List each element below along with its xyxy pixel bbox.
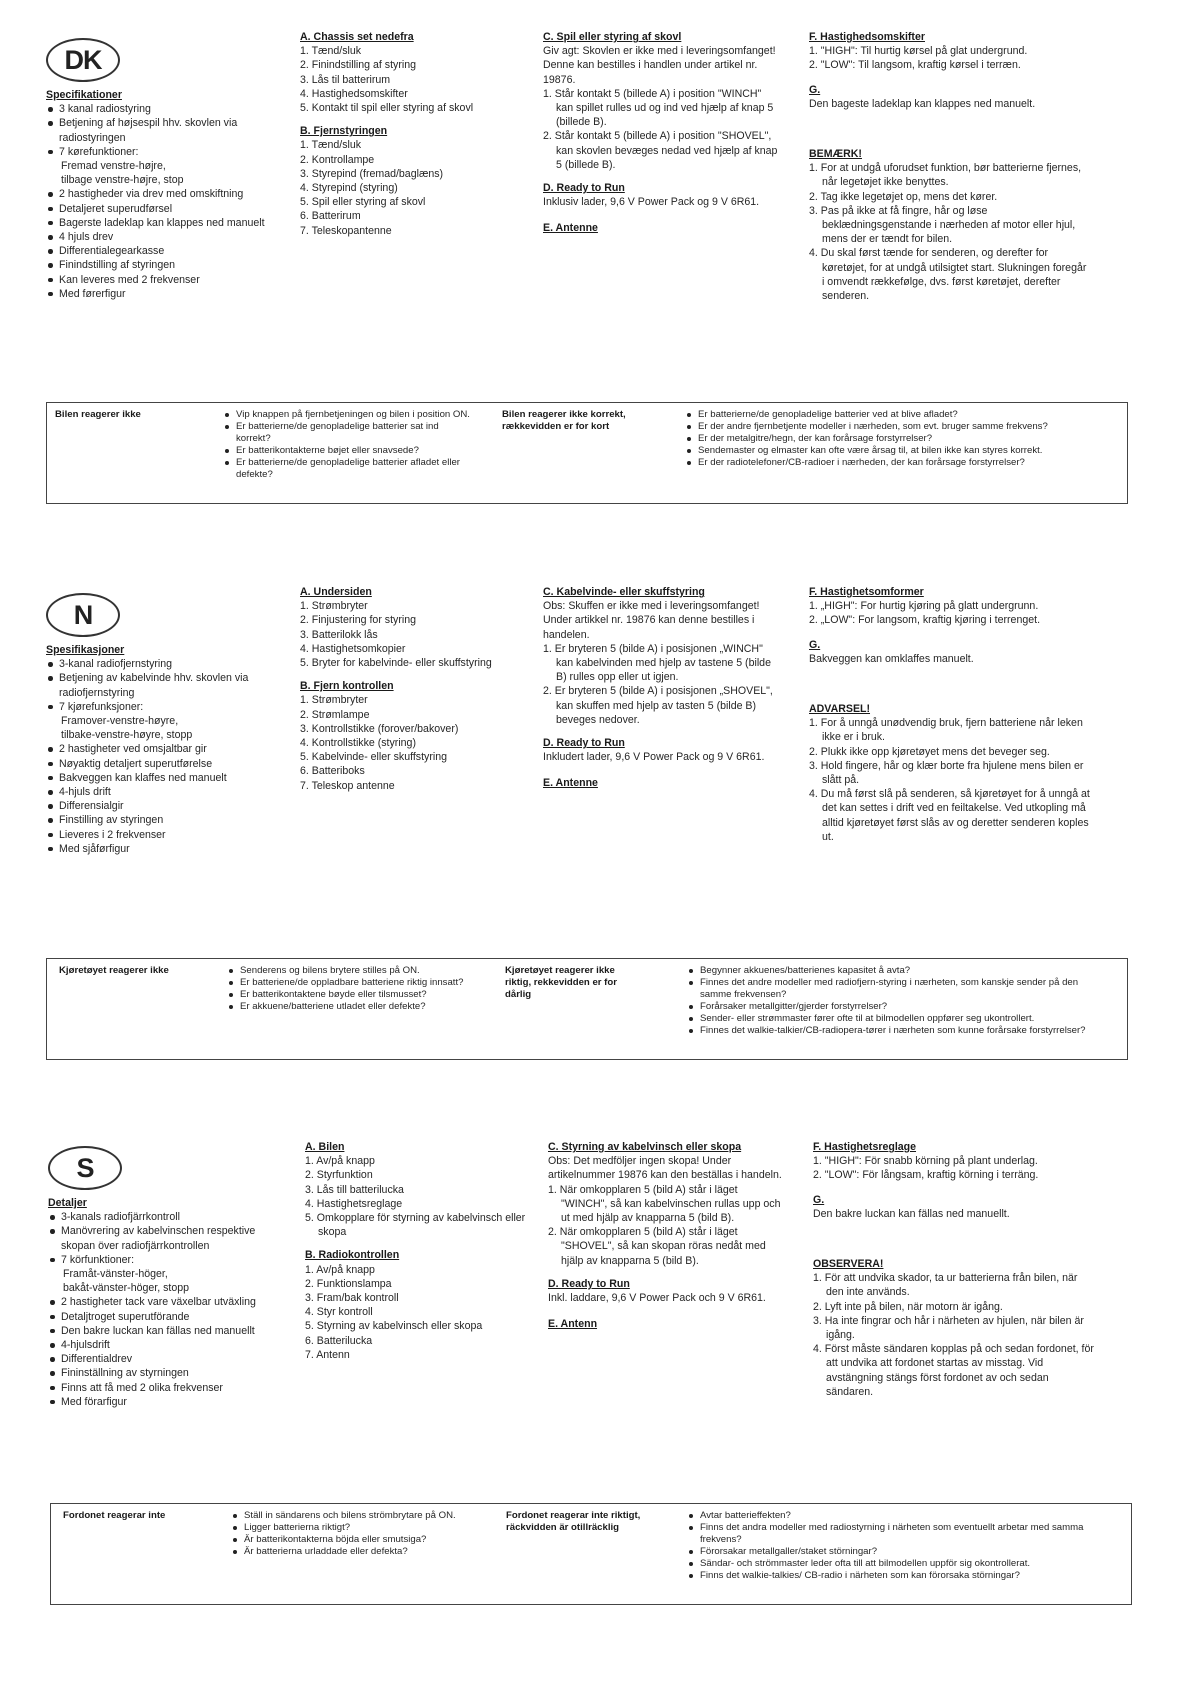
trouble-item: Förorsakar metallgaller/staket störningar? bbox=[687, 1546, 1102, 1558]
country-badge: N bbox=[46, 593, 120, 637]
g-text: Bakveggen kan omklaffes manuelt. bbox=[809, 652, 974, 665]
g-heading: G. bbox=[809, 638, 821, 651]
spec-item: Differensialgir bbox=[46, 799, 281, 813]
trouble-item: Forårsaker metallgitter/gjerder forstyrrelser? bbox=[687, 1001, 1102, 1013]
ready-heading: D. Ready to Run bbox=[543, 182, 625, 195]
winch-text: Obs: Skuffen er ikke med i leveringsomfanget! Under artikkel nr. 19876 kan denne bestilles i handelen. bbox=[543, 600, 760, 641]
remote-item: 5. Spil eller styring af skovl bbox=[300, 196, 426, 209]
warning-item: 2. Lyft inte på bilen, när motorn är igång. bbox=[813, 1300, 1003, 1313]
warning-item: 3. Pas på ikke at få fingre, hår og løse beklædningsgenstande i nærheden af motor eller hjul, mens der er tændt for bilen. bbox=[809, 204, 1076, 246]
chassis-item: 5. Kontakt til spil eller styring af skovl bbox=[300, 102, 474, 115]
chassis-item: 2. Styrfunktion bbox=[305, 1169, 373, 1182]
spec-item: 7 kjørefunksjoner: bbox=[46, 700, 281, 714]
chassis-item: 1. Strømbryter bbox=[300, 600, 368, 613]
speed-item: 2. "LOW": Til langsom, kraftig kørsel i terræn. bbox=[809, 59, 1021, 72]
winch-heading: C. Kabelvinde- eller skuffstyring bbox=[543, 586, 705, 598]
ready-heading: D. Ready to Run bbox=[548, 1277, 630, 1290]
spec-column bbox=[46, 593, 281, 856]
spec-item: Finindstilling af styringen bbox=[46, 258, 281, 272]
winch-column bbox=[548, 1140, 784, 1331]
winch-item: 2. Står kontakt 5 (billede A) i position "SHOVEL", kan skovlen bevæges nedad ved hjælp af knap 5 (billede B). bbox=[543, 130, 778, 171]
spec-item: Differentialdrev bbox=[48, 1352, 283, 1366]
antenna-heading: E. Antenn bbox=[548, 1318, 598, 1331]
trouble-item: Senderens og bilens brytere stilles på ON. bbox=[227, 965, 487, 977]
warning-item: 2. Plukk ikke opp kjøretøyet mens det beveger seg. bbox=[809, 745, 1050, 758]
trouble-item: Begynner akkuenes/batterienes kapasitet å avta? bbox=[687, 965, 1102, 977]
parts-column bbox=[300, 585, 528, 793]
spec-item: 3 kanal radiostyring bbox=[46, 102, 281, 116]
remote-item: 7. Teleskopantenne bbox=[300, 224, 392, 237]
trouble-item: Er batterikontakterne bøjet eller snavsede? bbox=[223, 445, 473, 457]
trouble-title-1: Bilen reagerer ikke bbox=[55, 409, 141, 420]
warning-heading: OBSERVERA! bbox=[813, 1258, 884, 1271]
chassis-item: 3. Lås til batterirum bbox=[300, 73, 391, 86]
trouble-item: Avtar batterieffekten? bbox=[687, 1510, 1102, 1522]
spec-item: Detaljtroget superutförande bbox=[48, 1310, 283, 1324]
spec-item: Bagerste ladeklap kan klappes ned manuelt bbox=[46, 216, 281, 230]
winch-item: 2. Er bryteren 5 (bilde A) i posisjonen „SHOVEL", kan skuffen med hjelp av tasten 5 (bilde B) beveges nedover. bbox=[543, 685, 773, 726]
spec-column bbox=[48, 1146, 283, 1409]
remote-item: 4. Styrepind (styring) bbox=[300, 182, 398, 195]
warning-item: 4. Du skal først tænde for senderen, og derefter for køretøjet, for at undgå utilsigtet start. Slukningen foregår i omvendt rækkefølge, dvs. først køretøjet, derefter senderen. bbox=[809, 247, 1087, 303]
warning-item: 3. Ha inte fingrar och hår i närheten av hjulen, när bilen är igång. bbox=[813, 1314, 1084, 1342]
chassis-item: 2. Finindstilling af styring bbox=[300, 59, 416, 72]
winch-text: Giv agt: Skovlen er ikke med i leveringsomfanget! Denne kan bestilles i handlen under artikel nr. 19876. bbox=[543, 45, 776, 86]
trouble-item: Vip knappen på fjernbetjeningen og bilen i position ON. bbox=[223, 409, 473, 421]
remote-item: 7. Antenn bbox=[305, 1348, 350, 1361]
speed-item: 2. "LOW": För långsam, kraftig körning i terräng. bbox=[813, 1169, 1039, 1182]
spec-item: Betjening av kabelvinde hhv. skovlen via radiofjernstyring bbox=[46, 671, 281, 699]
spec-item: 4-hjulsdrift bbox=[48, 1338, 283, 1352]
speed-item: 1. "HIGH": Til hurtig kørsel på glat undergrund. bbox=[809, 45, 1028, 58]
chassis-item: 5. Omkopplare för styrning av kabelvinsch eller skopa bbox=[305, 1212, 526, 1239]
ready-text: Inklusiv lader, 9,6 V Power Pack og 9 V 6R61. bbox=[543, 196, 760, 209]
winch-column bbox=[543, 585, 779, 791]
trouble-item: Är batterikontakterna böjda eller smutsiga? bbox=[231, 1534, 491, 1546]
spec-item: 4 hjuls drev bbox=[46, 230, 281, 244]
spec-item: Fininställning av styrningen bbox=[48, 1366, 283, 1380]
spec-item: 2 hastigheter ved omsjaltbar gir bbox=[46, 742, 281, 756]
spec-title: Specifikationer bbox=[46, 89, 122, 101]
winch-item: 1. Er bryteren 5 (bilde A) i posisjonen „WINCH" kan kabelvinden med hjelp av tastene 5 (bilde B) rulles opp eller ut igjen. bbox=[543, 642, 771, 684]
spec-item: Manövrering av kabelvinschen respektive skopan över radiofjärrkontrollen bbox=[48, 1224, 283, 1252]
spec-item: Kan leveres med 2 frekvenser bbox=[46, 273, 281, 287]
spec-item: Finns att få med 2 olika frekvenser bbox=[48, 1381, 283, 1395]
remote-item: 3. Styrepind (fremad/baglæns) bbox=[300, 167, 444, 180]
chassis-item: 3. Batterilokk lås bbox=[300, 628, 378, 641]
remote-item: 4. Styr kontroll bbox=[305, 1306, 373, 1319]
spec-item: Med førerfigur bbox=[46, 287, 281, 301]
trouble-item: Er der metalgitre/hegn, der kan forårsage forstyrrelser? bbox=[685, 433, 1105, 445]
spec-list bbox=[48, 1210, 283, 1409]
speed-column bbox=[813, 1140, 1095, 1399]
winch-list bbox=[548, 1183, 784, 1268]
chassis-item: 4. Hastighetsreglage bbox=[305, 1197, 403, 1210]
trouble-item: Er der andre fjernbetjente modeller i nærheden, som evt. bruger samme frekvens? bbox=[685, 421, 1105, 433]
chassis-item: 5. Bryter for kabelvinde- eller skuffstyring bbox=[300, 657, 492, 670]
spec-item: 4-hjuls drift bbox=[46, 785, 281, 799]
spec-title: Detaljer bbox=[48, 1197, 87, 1209]
trouble-item: Er batterierne/de genopladelige batterier ved at blive afladet? bbox=[685, 409, 1105, 421]
winch-column bbox=[543, 30, 779, 236]
warning-heading: BEMÆRK! bbox=[809, 148, 862, 161]
spec-item: 7 körfunktioner: bbox=[48, 1253, 283, 1267]
spec-item: Den bakre luckan kan fällas ned manuellt bbox=[48, 1324, 283, 1338]
remote-item: 5. Styrning av kabelvinsch eller skopa bbox=[305, 1320, 483, 1333]
speed-item: 2. „LOW": For langsom, kraftig kjøring i terrenget. bbox=[809, 614, 1041, 627]
winch-item: 1. När omkopplaren 5 (bild A) står i läget "WINCH", så kan kabelvinschen rullas upp och ut med hjälp av knapparna 5 (bild B). bbox=[548, 1183, 781, 1225]
remote-item: 5. Kabelvinde- eller skuffstyring bbox=[300, 751, 448, 764]
chassis-item: 1. Av/på knapp bbox=[305, 1155, 375, 1168]
remote-item: 6. Batterirum bbox=[300, 210, 361, 223]
remote-item: 2. Strømlampe bbox=[300, 708, 370, 721]
trouble-list-2 bbox=[685, 409, 1105, 469]
spec-item: Differentialegearkasse bbox=[46, 244, 281, 258]
troubleshooting-box-s bbox=[50, 1503, 1132, 1605]
chassis-item: 1. Tænd/sluk bbox=[300, 45, 362, 58]
spec-item: 2 hastigheter tack vare växelbar utväxling bbox=[48, 1295, 283, 1309]
trouble-list-1 bbox=[223, 409, 473, 481]
trouble-item: Sändar- och strömmaster leder ofta till att bilmodellen uppför sig okontrollerat. bbox=[687, 1558, 1102, 1570]
remote-item: 3. Fram/bak kontroll bbox=[305, 1292, 399, 1305]
spec-column bbox=[46, 38, 281, 301]
spec-item: 3-kanals radiofjärrkontroll bbox=[48, 1210, 283, 1224]
spec-item: Nøyaktig detaljert superutførelse bbox=[46, 757, 281, 771]
winch-heading: C. Spil eller styring af skovl bbox=[543, 31, 682, 43]
spec-item: Finstilling av styringen bbox=[46, 813, 281, 827]
remote-item: 1. Strømbryter bbox=[300, 694, 368, 707]
trouble-item: Finns det andra modeller med radiostyrning i närheten som eventuellt arbetar med samma frekvens? bbox=[687, 1522, 1102, 1546]
spec-item: Betjening af højsespil hhv. skovlen via radiostyringen bbox=[46, 116, 281, 144]
winch-list bbox=[543, 87, 779, 172]
warning-list bbox=[809, 716, 1091, 844]
trouble-item: Er akkuene/batteriene utladet eller defekte? bbox=[227, 1001, 487, 1013]
winch-item: 1. Står kontakt 5 (billede A) i position "WINCH" kan spillet rulles ud og ind ved hjælp af knap 5 (billede B). bbox=[543, 87, 774, 129]
chassis-heading: A. Undersiden bbox=[300, 586, 372, 598]
winch-list bbox=[543, 642, 779, 727]
trouble-title-2: Fordonet reagerar inte riktigt, räckvidden är otillräcklig bbox=[506, 1510, 641, 1533]
remote-item: 1. Av/på knapp bbox=[305, 1263, 375, 1276]
trouble-title-1: Kjøretøyet reagerer ikke bbox=[59, 965, 169, 976]
remote-heading: B. Radiokontrollen bbox=[305, 1249, 400, 1262]
warning-list bbox=[813, 1271, 1095, 1399]
chassis-item: 4. Hastighedsomskifter bbox=[300, 87, 408, 100]
spec-sub-item: bakåt-vänster-höger, stopp bbox=[63, 1282, 190, 1295]
remote-item: 7. Teleskop antenne bbox=[300, 779, 395, 792]
spec-sub-item: tilbage venstre-højre, stop bbox=[61, 174, 184, 187]
remote-item: 4. Kontrollstikke (styring) bbox=[300, 737, 416, 750]
g-text: Den bakre luckan kan fällas ned manuellt. bbox=[813, 1207, 1010, 1220]
remote-heading: B. Fjernstyringen bbox=[300, 125, 388, 138]
speed-heading: F. Hastighetsomformer bbox=[809, 586, 924, 598]
spec-list bbox=[46, 657, 281, 856]
spec-item: Med sjåførfigur bbox=[46, 842, 281, 856]
warning-heading: ADVARSEL! bbox=[809, 703, 871, 716]
trouble-item: Ligger batterierna riktigt? bbox=[231, 1522, 491, 1534]
warning-item: 3. Hold fingere, hår og klær borte fra hjulene mens bilen er slått på. bbox=[809, 759, 1084, 787]
trouble-item: Er batterierne/de genopladelige batterier sat ind korrekt? bbox=[223, 421, 473, 445]
chassis-item: 2. Finjustering for styring bbox=[300, 614, 416, 627]
trouble-item: Är batterierna urladdade eller defekta? bbox=[231, 1546, 491, 1558]
speed-column bbox=[809, 585, 1091, 844]
spec-item: 3-kanal radiofjernstyring bbox=[46, 657, 281, 671]
warning-item: 1. For å unngå unødvendig bruk, fjern batteriene når leken ikke er i bruk. bbox=[809, 717, 1083, 744]
spec-item: 2 hastigheder via drev med omskiftning bbox=[46, 187, 281, 201]
remote-item: 1. Tænd/sluk bbox=[300, 139, 362, 152]
remote-item: 6. Batterilucka bbox=[305, 1334, 373, 1347]
warning-item: 4. Du må først slå på senderen, så kjøretøyet for å unngå at det kan settes i drift ved en feiltakelse. Ved utkopling må alltid kjøretøyet først slås av og deretter senderen koples ut. bbox=[809, 788, 1090, 843]
warning-item: 1. För att undvika skador, ta ur batterierna från bilen, när den inte används. bbox=[813, 1272, 1078, 1299]
speed-heading: F. Hastighedsomskifter bbox=[809, 31, 925, 43]
spec-item: Med förarfigur bbox=[48, 1395, 283, 1409]
trouble-item: Finnes det andre modeller med radiofjern-styring i nærheten, som kanskje sender på den samme frekvensen? bbox=[687, 977, 1102, 1001]
chassis-item: 4. Hastighetsomkopier bbox=[300, 642, 406, 655]
trouble-item: Sendemaster og elmaster kan ofte være årsag til, at bilen ikke kan styres korrekt. bbox=[685, 445, 1105, 457]
country-badge: S bbox=[48, 1146, 122, 1190]
remote-item: 3. Kontrollstikke (forover/bakover) bbox=[300, 722, 459, 735]
spec-list bbox=[46, 102, 281, 301]
antenna-heading: E. Antenne bbox=[543, 777, 598, 790]
spec-sub-item: Fremad venstre-højre, bbox=[61, 160, 166, 173]
parts-column bbox=[300, 30, 515, 238]
trouble-item: Er batteriene/de oppladbare batteriene riktig innsatt? bbox=[227, 977, 487, 989]
spec-item: 7 kørefunktioner: bbox=[46, 145, 281, 159]
country-badge: DK bbox=[46, 38, 120, 82]
trouble-list-2 bbox=[687, 1510, 1102, 1582]
chassis-item: 3. Lås till batterilucka bbox=[305, 1183, 404, 1196]
antenna-heading: E. Antenne bbox=[543, 222, 598, 235]
troubleshooting-box-n bbox=[46, 958, 1128, 1060]
trouble-title-2: Kjøretøyet reagerer ikke riktig, rekkevidden er for dårlig bbox=[505, 965, 617, 1000]
g-text: Den bageste ladeklap kan klappes ned manuelt. bbox=[809, 97, 1036, 110]
ready-text: Inkl. laddare, 9,6 V Power Pack och 9 V 6R61. bbox=[548, 1292, 766, 1305]
trouble-item: Er batterierne/de genopladelige batterier afladet eller defekte? bbox=[223, 457, 473, 481]
trouble-item: Finnes det walkie-talkier/CB-radiopera-tører i nærheten som kunne forårsake forstyrrelser? bbox=[687, 1025, 1102, 1037]
warning-item: 4. Först måste sändaren kopplas på och sedan fordonet, för att undvika att fordonet startas av misstag. Vid avstängning stängs först fordonet av och sedan sändaren. bbox=[813, 1343, 1094, 1398]
troubleshooting-box-dk bbox=[46, 402, 1128, 504]
spec-title: Spesifikasjoner bbox=[46, 644, 125, 656]
winch-item: 2. När omkopplaren 5 (bild A) står i läget "SHOVEL", så kan skopan röras nedåt med hjälp av knapparna 5 (bild B). bbox=[548, 1226, 766, 1267]
trouble-list-2 bbox=[687, 965, 1102, 1037]
trouble-item: Er batterikontaktene bøyde eller tilsmusset? bbox=[227, 989, 487, 1001]
trouble-title-1: Fordonet reagerar inte bbox=[63, 1510, 166, 1521]
remote-heading: B. Fjern kontrollen bbox=[300, 680, 394, 693]
ready-text: Inkludert lader, 9,6 V Power Pack og 9 V 6R61. bbox=[543, 751, 765, 764]
chassis-heading: A. Bilen bbox=[305, 1141, 345, 1153]
trouble-item: Ställ in sändarens och bilens strömbrytare på ON. bbox=[231, 1510, 491, 1522]
winch-heading: C. Styrning av kabelvinsch eller skopa bbox=[548, 1141, 742, 1153]
chassis-heading: A. Chassis set nedefra bbox=[300, 31, 414, 43]
trouble-item: Finns det walkie-talkies/ CB-radio i närheten som kan förorsaka störningar? bbox=[687, 1570, 1102, 1582]
warning-item: 1. For at undgå uforudset funktion, bør batterierne fjernes, når legetøjet ikke benyttes. bbox=[809, 162, 1082, 189]
trouble-list-1 bbox=[231, 1510, 491, 1558]
spec-sub-item: Framåt-vänster-höger, bbox=[63, 1268, 168, 1281]
trouble-item: Sender- eller strømmaster fører ofte til at bilmodellen oppfører seg ukontrollert. bbox=[687, 1013, 1102, 1025]
spec-item: Bakveggen kan klaffes ned manuelt bbox=[46, 771, 281, 785]
remote-item: 6. Batteriboks bbox=[300, 765, 365, 778]
remote-item: 2. Funktionslampa bbox=[305, 1277, 392, 1290]
warning-list bbox=[809, 161, 1091, 303]
parts-column bbox=[305, 1140, 537, 1362]
speed-item: 1. "HIGH": För snabb körning på plant underlag. bbox=[813, 1155, 1038, 1168]
speed-item: 1. „HIGH": For hurtig kjøring på glatt undergrunn. bbox=[809, 600, 1039, 613]
spec-sub-item: tilbake-venstre-høyre, stopp bbox=[61, 729, 193, 742]
speed-heading: F. Hastighetsreglage bbox=[813, 1141, 917, 1153]
g-heading: G. bbox=[809, 83, 821, 96]
speed-column bbox=[809, 30, 1091, 303]
spec-sub-item: Framover-venstre-høyre, bbox=[61, 715, 179, 728]
spec-item: Lieveres i 2 frekvenser bbox=[46, 828, 281, 842]
winch-text: Obs: Det medföljer ingen skopa! Under artikelnummer 19876 kan den beställas i handeln. bbox=[548, 1155, 782, 1182]
trouble-title-2: Bilen reagerer ikke korrekt, rækkevidden er for kort bbox=[502, 409, 626, 432]
warning-item: 2. Tag ikke legetøjet op, mens det kører. bbox=[809, 190, 998, 203]
trouble-list-1 bbox=[227, 965, 487, 1013]
remote-item: 2. Kontrollampe bbox=[300, 153, 375, 166]
ready-heading: D. Ready to Run bbox=[543, 737, 625, 750]
trouble-item: Er der radiotelefoner/CB-radioer i nærheden, der kan forårsage forstyrrelser? bbox=[685, 457, 1105, 469]
spec-item: Detaljeret superudførsel bbox=[46, 202, 281, 216]
g-heading: G. bbox=[813, 1193, 825, 1206]
